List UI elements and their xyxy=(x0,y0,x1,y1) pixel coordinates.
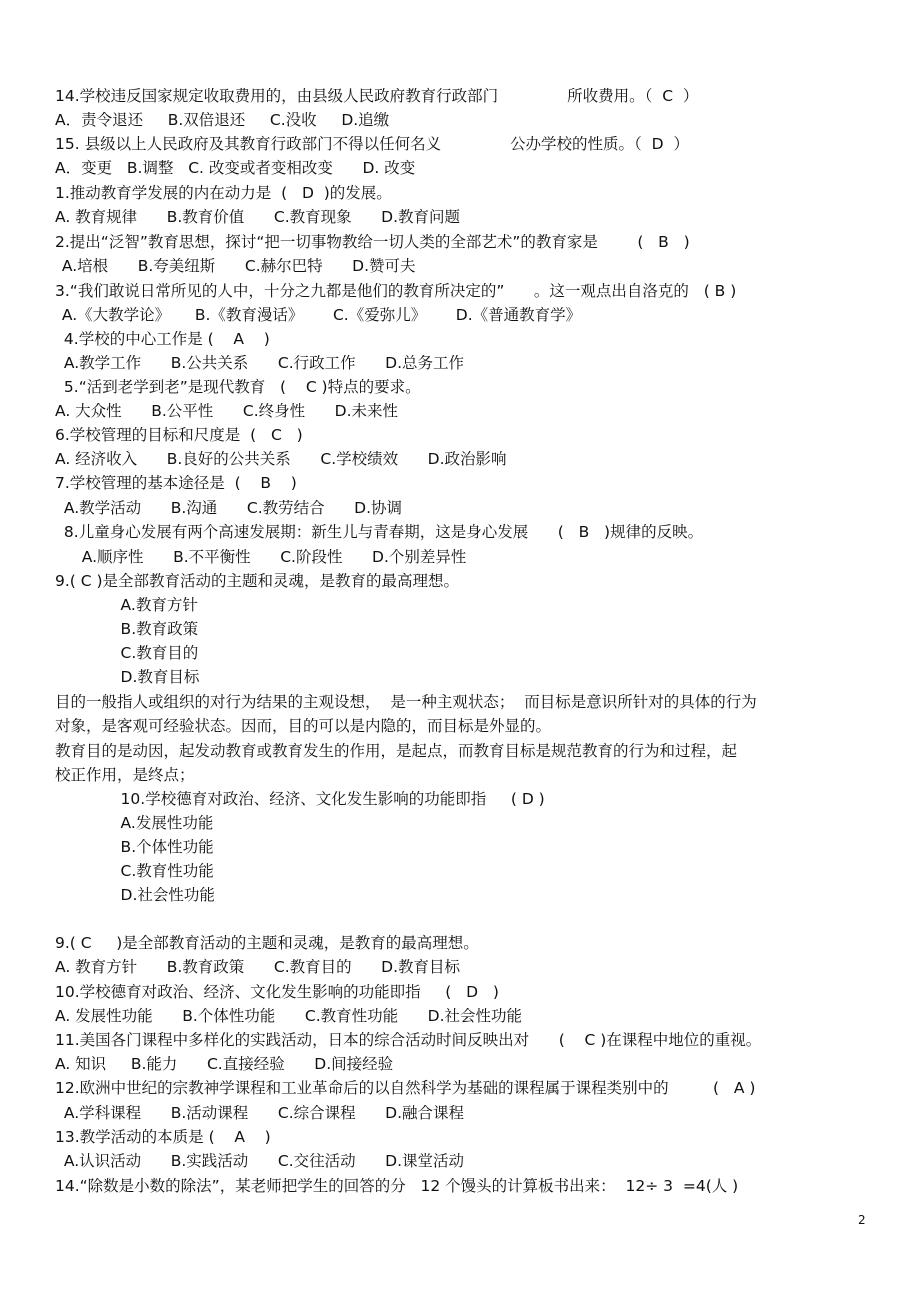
text-line: A. 大众性 B.公平性 C.终身性 D.未来性 xyxy=(55,402,399,420)
text-line: 10.学校德育对政治、经济、文化发生影响的功能即指 ( D ) xyxy=(55,983,499,1001)
text-line: A.培根 B.夸美纽斯 C.赫尔巴特 D.赞可夫 xyxy=(57,257,416,275)
text-line: A. 发展性功能 B.个体性功能 C.教育性功能 D.社会性功能 xyxy=(55,1007,523,1025)
text-line: 9.( C )是全部教育活动的主题和灵魂，是教育的最高理想。 xyxy=(55,934,479,952)
text-line: 1.推动教育学发展的内在动力是 ( D )的发展。 xyxy=(55,184,392,202)
text-line: 3.“我们敢说日常所见的人中，十分之九都是他们的教育所决定的” 。这一观点出自洛克的 ( B ) xyxy=(55,282,737,300)
text-line: 2.提出“泛智”教育思想，探讨“把一切事物教给一切人类的全部艺术”的教育家是 ( B ) xyxy=(55,233,690,251)
text-line: B.个体性功能 xyxy=(91,838,214,856)
text-line: 目的一般指人或组织的对行为结果的主观设想， 是一种主观状态； 而目标是意识所针对的具体的行为 xyxy=(55,693,757,711)
text-line: 10.学校德育对政治、经济、文化发生影响的功能即指 ( D ) xyxy=(91,790,545,808)
text-line: A．责令退还 B.双倍退还 C.没收 D.追缴 xyxy=(55,111,390,129)
text-line: A.学科课程 B.活动课程 C.综合课程 D.融合课程 xyxy=(59,1104,465,1122)
text-line: A．变更 B.调整 C. 改变或者变相改变 D. 改变 xyxy=(55,159,416,177)
text-line: 14.学校违反国家规定收取费用的，由县级人民政府教育行政部门 所收费用。（ C ） xyxy=(55,87,699,105)
text-line: A. 知识 B.能力 C.直接经验 D.间接经验 xyxy=(55,1055,394,1073)
text-line: 7.学校管理的基本途径是 ( B ) xyxy=(55,474,297,492)
text-line: D.社会性功能 xyxy=(91,886,215,904)
text-line: 9.( C )是全部教育活动的主题和灵魂，是教育的最高理想。 xyxy=(55,572,460,590)
text-line: A. 经济收入 B.良好的公共关系 C.学校绩效 D.政治影响 xyxy=(55,450,507,468)
text-line: C.教育性功能 xyxy=(91,862,214,880)
text-line: C.教育目的 xyxy=(91,644,199,662)
text-line: 6.学校管理的目标和尺度是 ( C ) xyxy=(55,426,303,444)
text-line: 5.“活到老学到老”是现代教育 ( C )特点的要求。 xyxy=(59,378,421,396)
text-line: A. 教育方针 B.教育政策 C.教育目的 D.教育目标 xyxy=(55,958,461,976)
text-line: 8.儿童身心发展有两个高速发展期：新生儿与青春期，这是身心发展 ( B )规律的反映。 xyxy=(59,523,704,541)
text-line: A.教学工作 B.公共关系 C.行政工作 D.总务工作 xyxy=(59,354,465,372)
text-line: B.教育政策 xyxy=(91,620,199,638)
page-number: 2 xyxy=(858,1213,866,1227)
text-line: A.教学活动 B.沟通 C.教劳结合 D.协调 xyxy=(59,499,403,517)
text-line: 14.“除数是小数的除法”，某老师把学生的回答的分 12 个馒头的计算板书出来： 12÷ 3 =4(人 ) xyxy=(55,1177,739,1195)
text-line: 校正作用，是终点； xyxy=(55,766,195,784)
text-line: A.发展性功能 xyxy=(91,814,214,832)
text-line: D.教育目标 xyxy=(91,668,200,686)
text-line: A. 教育规律 B.教育价值 C.教育现象 D.教育问题 xyxy=(55,208,461,226)
text-line: 12.欧洲中世纪的宗教神学课程和工业革命后的以自然科学为基础的课程属于课程类别中的 ( A ) xyxy=(55,1079,756,1097)
text-line: 教育目的是动因，起发动教育或教育发生的作用，是起点，而教育目标是规范教育的行为和过程，起 xyxy=(55,742,738,760)
text-line: 4.学校的中心工作是 ( A ) xyxy=(59,330,270,348)
text-line: A.顺序性 B.不平衡性 C.阶段性 D.个别差异性 xyxy=(67,548,467,566)
text-line: 15. 县级以上人民政府及其教育行政部门不得以任何名义 公办学校的性质。（ D ） xyxy=(55,135,689,153)
text-line: A.《大教学论》 B.《教育漫话》 C.《爱弥儿》 D.《普通教育学》 xyxy=(57,306,582,324)
text-line: A.认识活动 B.实践活动 C.交往活动 D.课堂活动 xyxy=(59,1152,465,1170)
text-line: 13.教学活动的本质是 ( A ) xyxy=(55,1128,271,1146)
text-line: 11.美国各门课程中多样化的实践活动，日本的综合活动时间反映出对 ( C )在课程中地位的重视。 xyxy=(55,1031,762,1049)
text-line: 对象，是客观可经验状态。因而，目的可以是内隐的，而目标是外显的。 xyxy=(55,717,552,735)
text-line: A.教育方针 xyxy=(91,596,198,614)
